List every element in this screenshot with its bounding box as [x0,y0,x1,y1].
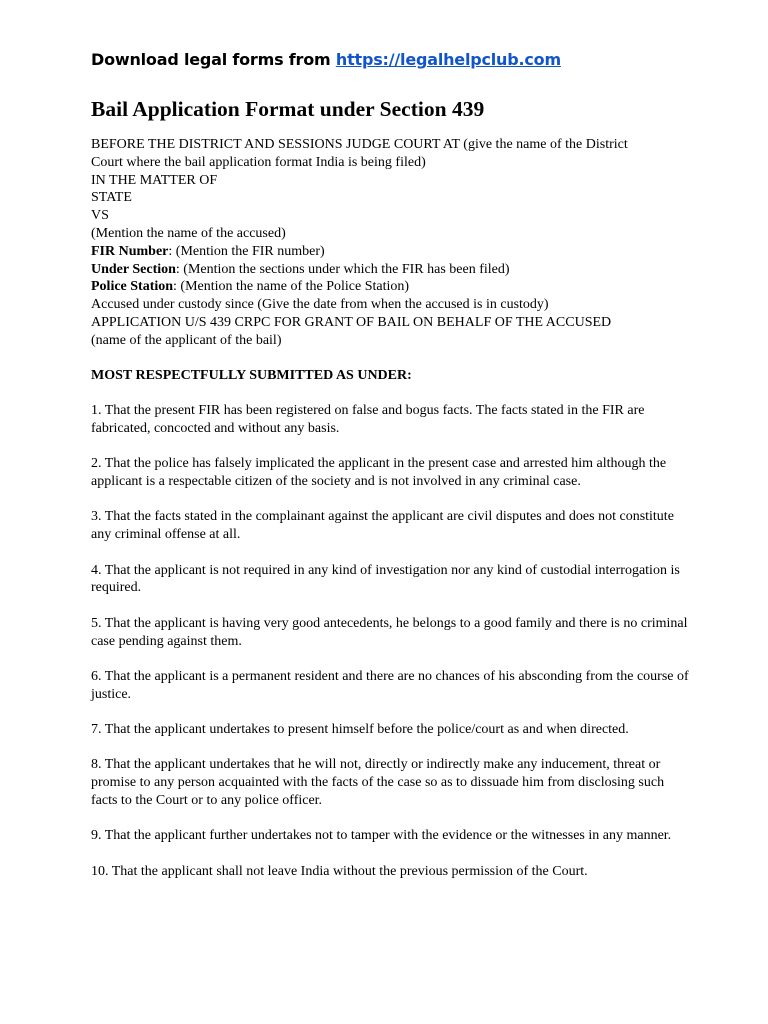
legalhelpclub-link[interactable]: https://legalhelpclub.com [335,50,561,69]
paragraph-10: 10. That the applicant shall not leave India without the previous permission of the Court. [91,863,588,879]
paragraph-7: 7. That the applicant undertakes to present himself before the police/court as and when directed. [91,722,629,738]
submitted-heading: MOST RESPECTFULLY SUBMITTED AS UNDER: [91,367,412,383]
under-section-value: : (Mention the sections under which the FIR has been filed) [175,261,510,277]
police-station-value: : (Mention the name of the Police Station) [173,279,410,295]
paragraph-8: 8. That the applicant undertakes that he will not, directly or indirectly make any inducement, threat or promise to any person acquainted with the facts of the case so as to dissuade him from disclosing such facts to the Court or to any police officer. [91,757,665,809]
under-section-label: Under Section [91,261,176,277]
document-title: Bail Application Format under Section 439 [91,97,485,121]
application-line-1: APPLICATION U/S 439 CRPC FOR GRANT OF BAIL ON BEHALF OF THE ACCUSED [91,314,612,330]
fir-number-line [91,243,691,261]
paragraph-4: 4. That the applicant is not required in any kind of investigation nor any kind of custodial interrogation is required. [91,562,680,596]
state-line: STATE [91,190,132,206]
accused-line: (Mention the name of the accused) [91,225,286,241]
court-line-2: Court where the bail application format India is being filed) [91,154,426,170]
paragraph-5: 5. That the applicant is having very good antecedents, he belongs to a good family and there is no criminal case pending against them. [91,615,688,649]
court-line-1: BEFORE THE DISTRICT AND SESSIONS JUDGE COURT AT (give the name of the District [91,137,628,152]
paragraph-6: 6. That the applicant is a permanent resident and there are no chances of his absconding from the course of justice. [91,668,689,702]
case-header [91,136,691,350]
fir-number-value: : (Mention the FIR number) [168,243,325,259]
paragraph-1: 1. That the present FIR has been registered on false and bogus facts. The facts stated in the FIR are fabricated, concocted and without any basis. [91,402,645,436]
application-line-2: (name of the applicant of the bail) [91,332,282,348]
download-banner [91,44,691,76]
fir-number-label: FIR Number [91,243,169,259]
document-page [91,44,691,881]
download-prefix: Download legal forms from [91,50,336,69]
under-section-line [91,261,691,279]
versus-line: VS [91,208,109,224]
paragraph-9: 9. That the applicant further undertakes not to tamper with the evidence or the witnesses in any manner. [91,828,672,844]
police-station-line [91,278,691,296]
paragraph-2: 2. That the police has falsely implicated the applicant in the present case and arrested him although the applicant is a respectable citizen of the society and is not involved in any criminal case. [91,456,667,489]
paragraph-3: 3. That the facts stated in the complainant against the applicant are civil disputes and does not constitute any criminal offense at all. [91,509,674,543]
in-the-matter-line: IN THE MATTER OF [91,172,218,188]
custody-line: Accused under custody since (Give the date from when the accused is in custody) [91,297,549,313]
police-station-label: Police Station [91,279,174,295]
